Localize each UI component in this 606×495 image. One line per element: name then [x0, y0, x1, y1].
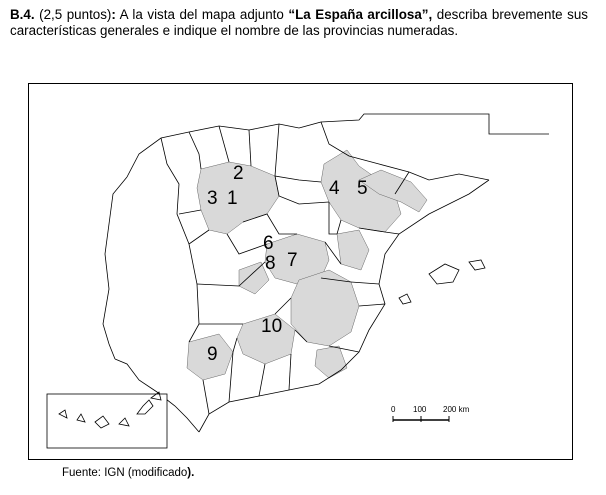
source-caption [62, 467, 194, 479]
question-points: (2,5 puntos) [39, 7, 112, 22]
scale-label-0: 0 [391, 405, 396, 414]
province-number-6: 6 [263, 233, 274, 254]
question-colon: : [111, 7, 116, 22]
province-number-7: 7 [287, 250, 298, 271]
question-text-before: A la vista del mapa adjunto [115, 7, 289, 22]
map-frame [28, 83, 573, 460]
source-suffix: ). [187, 467, 195, 479]
province-number-5: 5 [357, 178, 368, 199]
spain-clay-map [29, 84, 574, 461]
province-number-9: 9 [207, 344, 218, 365]
question-text [10, 7, 588, 39]
province-number-3: 3 [207, 188, 218, 209]
scale-label-100: 100 [413, 405, 427, 414]
scale-bar [391, 405, 470, 422]
province-number-4: 4 [329, 178, 340, 199]
province-number-2: 2 [233, 163, 244, 184]
question-text-after: describa brevemente sus características generales e indique el nombre de las provincias numeradas. [10, 7, 588, 38]
balearic-islands [399, 260, 485, 304]
clay-areas [187, 150, 427, 380]
scale-label-200: 200 km [443, 405, 470, 414]
question-code: B.4. [10, 7, 35, 22]
source-label: Fuente: IGN (modificado [62, 467, 188, 479]
province-number-1: 1 [227, 188, 238, 209]
province-number-8: 8 [265, 253, 276, 274]
province-number-10: 10 [261, 316, 283, 337]
canary-islands-inset [47, 392, 167, 448]
map-title: “La España arcillosa”, [288, 7, 433, 22]
